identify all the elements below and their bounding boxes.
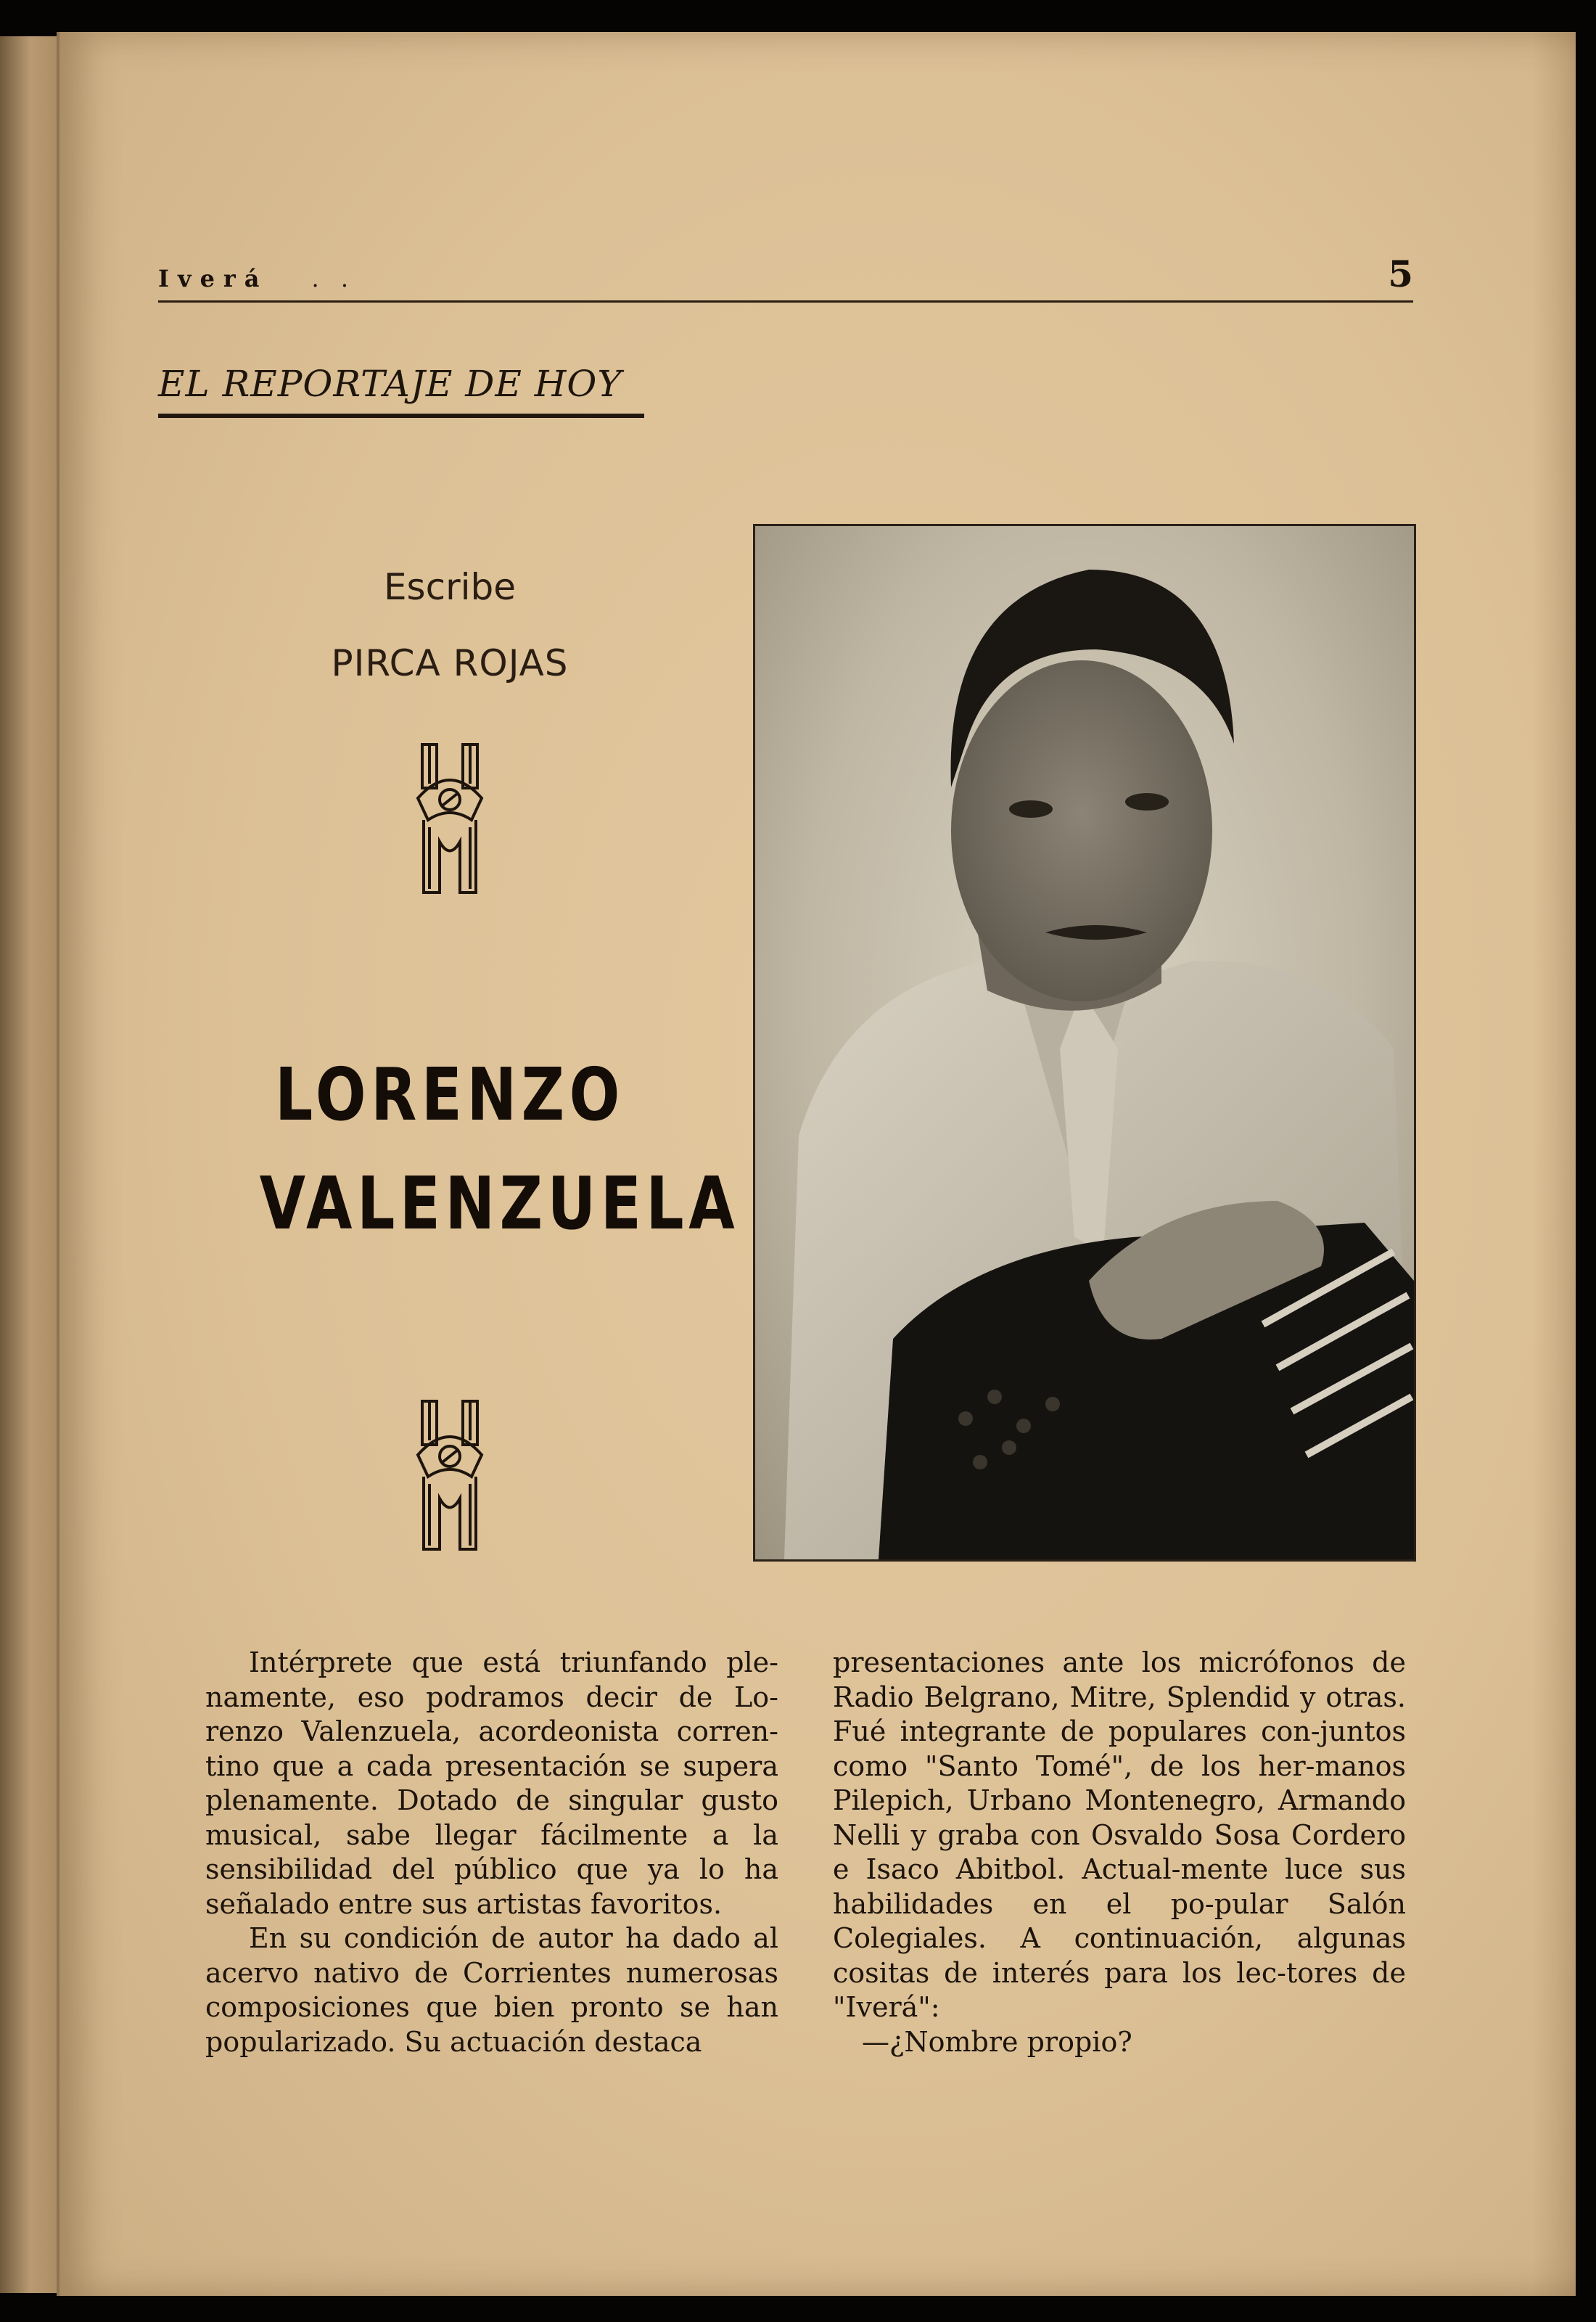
magazine-name: Iverá: [158, 265, 268, 292]
section-title: EL REPORTAJE DE HOY: [158, 363, 622, 405]
portrait-illustration: [755, 526, 1414, 1559]
headline-last-name: VALENZUELA: [259, 1161, 740, 1246]
article-column-left: [205, 1646, 778, 2059]
byline-author: PIRCA ROJAS: [331, 642, 569, 684]
byline-lead: Escribe: [383, 566, 517, 608]
interview-question: —¿Nombre propio?: [862, 2025, 1132, 2058]
section-title-underline: [158, 414, 644, 418]
article-paragraph: presentaciones ante los micrófonos de Radio Belgrano, Mitre, Splendid y otras. Fué integrante de populares con-juntos como "Santo Tomé", de los her-manos Pilepich, Urbano Montenegro, Armando Nelli y graba con Osvaldo Sosa Cordero e Isaco Abitbol. Actual-mente luce sus habilidades en el po-pular Salón Colegiales. A continuación, algunas cositas de interés para los lec-tores de "Iverá":: [833, 1646, 1406, 2023]
article-paragraph: Intérprete que está triunfando ple-namente, eso podramos decir de Lo-renzo Valenzuela, acordeonista corren-tino que a cada presentación se supera plenamente. Dotado de singular gusto musical, sabe llegar fácilmente a la sensibilidad del público que ya lo ha señalado entre sus artistas favoritos.: [205, 1646, 778, 1920]
article-column-right: [833, 1646, 1406, 2059]
page-number: 5: [1388, 253, 1413, 295]
headline-first-name: LORENZO: [275, 1052, 625, 1137]
ornament-icon: [414, 1397, 486, 1556]
running-head-dots: . .: [311, 265, 356, 292]
portrait-photo: [753, 524, 1416, 1562]
running-head: [158, 253, 1413, 295]
ornament-icon: [414, 740, 486, 900]
article-paragraph: En su condición de autor ha dado al acervo nativo de Corrientes numerosas composiciones que bien pronto se han popularizado. Su actuación destaca: [205, 1922, 778, 2058]
header-rule: [158, 300, 1413, 303]
